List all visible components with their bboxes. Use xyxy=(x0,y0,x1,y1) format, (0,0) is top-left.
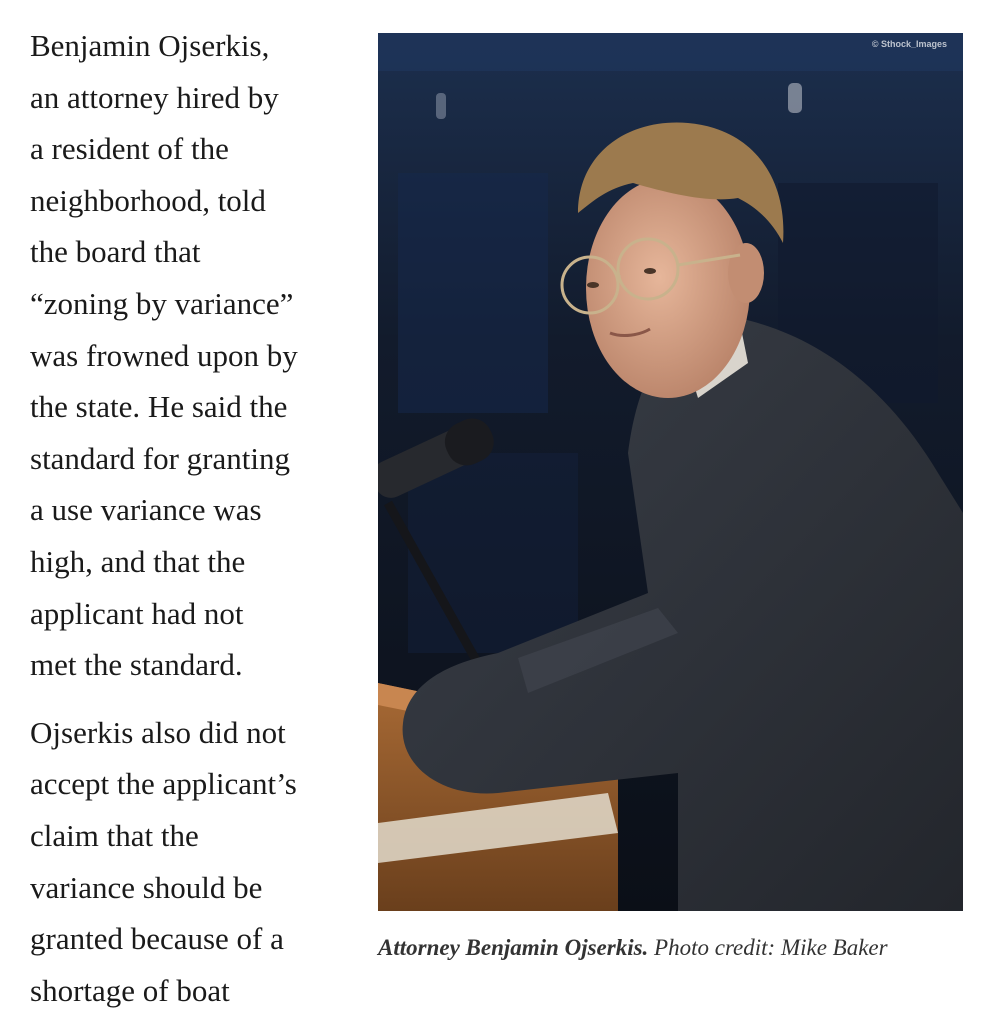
article-paragraph xyxy=(30,20,360,691)
photo-watermark: © Sthock_Images xyxy=(871,39,947,49)
text-line: accept the applicant’s xyxy=(30,766,297,802)
article-figure xyxy=(378,33,963,965)
text-line: variance should be xyxy=(30,869,263,905)
text-line: an attorney hired by xyxy=(30,79,279,115)
text-line: a resident of the xyxy=(30,131,229,167)
text-line: was frowned upon by xyxy=(30,337,298,373)
text-line: shortage of boat xyxy=(30,972,230,1008)
text-line: standard for granting xyxy=(30,440,290,476)
text-line: applicant had not xyxy=(30,595,244,631)
caption-credit: Photo credit: Mike Baker xyxy=(654,935,888,960)
caption-subject: Attorney Benjamin Ojserkis. xyxy=(378,935,649,960)
text-line: the state. He said the xyxy=(30,389,288,425)
text-line: Ojserkis also did not xyxy=(30,714,286,750)
text-line: the board that xyxy=(30,234,201,270)
text-line: granted because of a xyxy=(30,921,284,957)
text-line: Benjamin Ojserkis, xyxy=(30,28,270,63)
attorney-photo[interactable] xyxy=(378,33,963,911)
text-line: “zoning by variance” xyxy=(30,285,294,321)
photo-illustration xyxy=(378,33,963,911)
text-line: claim that the xyxy=(30,817,199,853)
photo-caption xyxy=(378,931,938,965)
article-body xyxy=(30,20,360,1016)
article-paragraph xyxy=(30,707,360,1017)
text-line: met the standard. xyxy=(30,647,243,683)
text-line: a use variance was xyxy=(30,492,262,528)
text-line: high, and that the xyxy=(30,543,246,579)
text-line: neighborhood, told xyxy=(30,182,266,218)
